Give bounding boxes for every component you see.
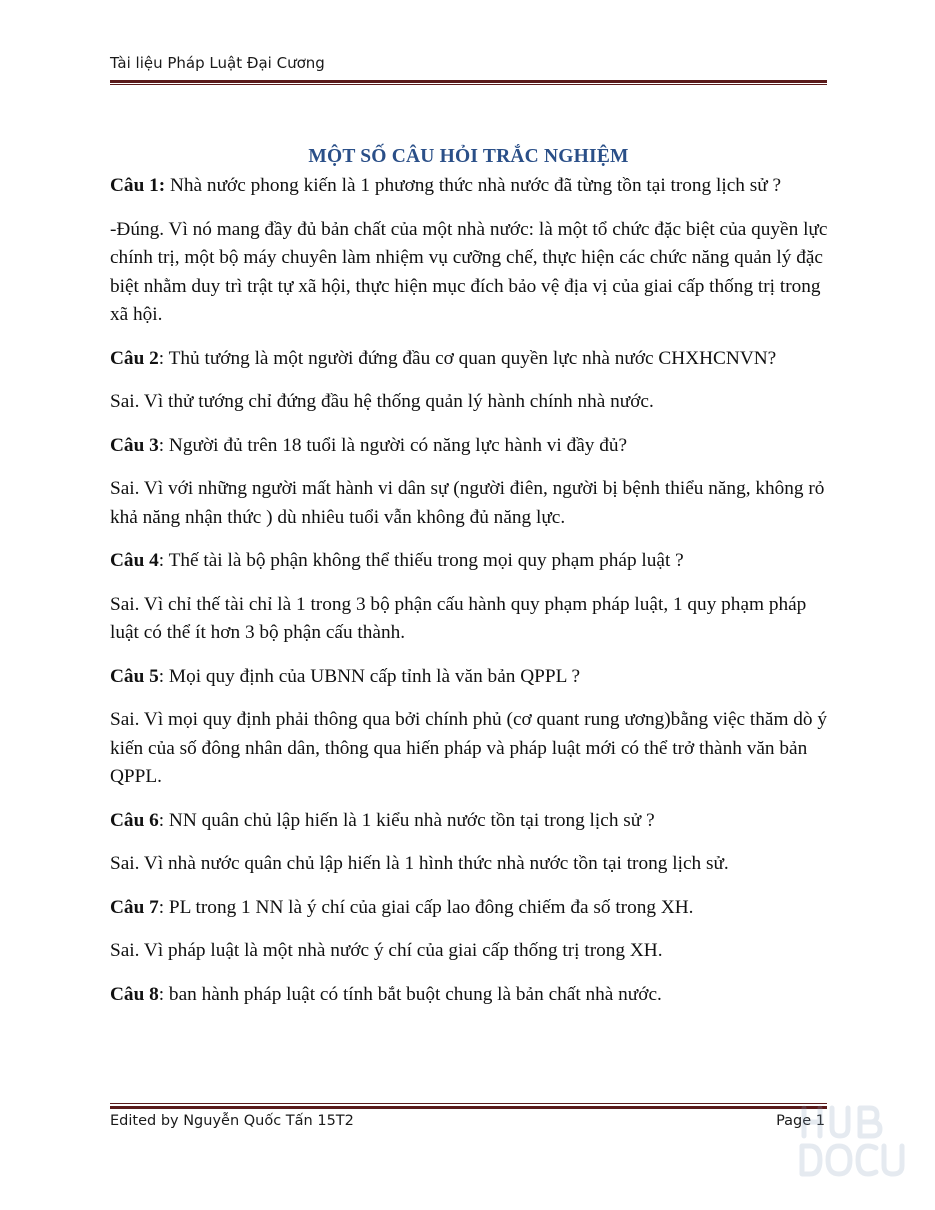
question-label: Câu 3 <box>110 434 159 456</box>
answer-paragraph <box>110 216 832 330</box>
question-paragraph <box>110 172 832 201</box>
question-label: Câu 6 <box>110 809 159 831</box>
answer-paragraph <box>110 388 832 417</box>
hubdocu-logo-icon <box>798 1102 908 1182</box>
header-rule-thin <box>110 84 827 85</box>
question-paragraph <box>110 894 832 923</box>
answer-text: Sai. Vì pháp luật là một nhà nước ý chí của giai cấp thống trị trong XH. <box>110 940 663 961</box>
page-number: Page 1 <box>776 1113 825 1129</box>
document-body <box>110 172 832 1024</box>
question-text: : ban hành pháp luật có tính bắt buột chung là bản chất nhà nước. <box>158 983 662 1005</box>
question-label: Câu 4 <box>110 550 159 571</box>
question-paragraph <box>110 432 832 461</box>
question-text: : Thủ tướng là một người đứng đầu cơ quan quyền lực nhà nước CHXHCNVN? <box>158 347 777 369</box>
answer-text: -Đúng. Vì nó mang đầy đủ bản chất của một nhà nước: là một tổ chức đặc biệt của quyền lực chính trị, một bộ máy chuyên làm nhiệm vụ cưỡng chế, thực hiện các chức năng quản lý đặc biệt nhằm duy trì trật tự xã hội, thực hiện mục đích bảo vệ địa vị của giai cấp thống trị trong xã hội. <box>110 218 828 325</box>
footer-rule-thin <box>110 1103 827 1104</box>
question-paragraph <box>110 807 832 836</box>
answer-paragraph <box>110 591 832 648</box>
question-label: Câu 2 <box>110 347 159 369</box>
question-text: Nhà nước phong kiến là 1 phương thức nhà nước đã từng tồn tại trong lịch sử ? <box>165 175 782 196</box>
question-paragraph <box>110 547 832 576</box>
question-text: : PL trong 1 NN là ý chí của giai cấp lao đông chiếm đa số trong XH. <box>158 896 694 918</box>
question-text: : Người đủ trên 18 tuổi là người có năng lực hành vi đầy đủ? <box>158 434 628 456</box>
answer-paragraph <box>110 475 832 532</box>
answer-paragraph <box>110 706 832 792</box>
answer-text: Sai. Vì nhà nước quân chủ lập hiến là 1 hình thức nhà nước tồn tại trong lịch sử. <box>110 853 729 874</box>
header-rule-thick <box>110 80 827 83</box>
answer-paragraph <box>110 850 832 879</box>
answer-paragraph <box>110 937 832 966</box>
footer-editor: Edited by Nguyễn Quốc Tấn 15T2 <box>110 1113 354 1129</box>
question-text: : Mọi quy định của UBNN cấp tỉnh là văn bản QPPL ? <box>158 665 581 687</box>
answer-text: Sai. Vì với những người mất hành vi dân sự (người điên, người bị bệnh thiểu năng, không rỏ khả năng nhận thức ) dù nhiêu tuổi vẫn không đủ năng lực. <box>110 478 825 528</box>
document-title: MỘT SỐ CÂU HỎI TRẮC NGHIỆM <box>308 146 629 167</box>
question-text: : Thế tài là bộ phận không thể thiếu trong mọi quy phạm pháp luật ? <box>158 550 684 571</box>
question-label: Câu 7 <box>110 896 159 918</box>
question-label: Câu 5 <box>110 665 159 687</box>
question-label: Câu 8 <box>110 983 159 1005</box>
question-label: Câu 1: <box>110 175 166 196</box>
running-header: Tài liệu Pháp Luật Đại Cương <box>110 54 325 72</box>
answer-text: Sai. Vì thử tướng chỉ đứng đầu hệ thống quản lý hành chính nhà nước. <box>110 391 654 412</box>
question-paragraph <box>110 981 832 1010</box>
question-text: : NN quân chủ lập hiến là 1 kiểu nhà nước tồn tại trong lịch sử ? <box>158 809 655 831</box>
answer-text: Sai. Vì chỉ thế tài chỉ là 1 trong 3 bộ phận cấu hành quy phạm pháp luật, 1 quy phạm pháp luật có thể ít hơn 3 bộ phận cấu thành. <box>110 593 807 643</box>
question-paragraph <box>110 663 832 692</box>
answer-text: Sai. Vì mọi quy định phải thông qua bởi chính phủ (cơ quant rung ương)bằng việc thăm dò ý kiến của số đông nhân dân, thông qua hiến pháp và pháp luật mới có thể trở thành văn bản QPPL. <box>110 709 828 787</box>
question-paragraph <box>110 345 832 374</box>
footer-rule-thick <box>110 1106 827 1109</box>
